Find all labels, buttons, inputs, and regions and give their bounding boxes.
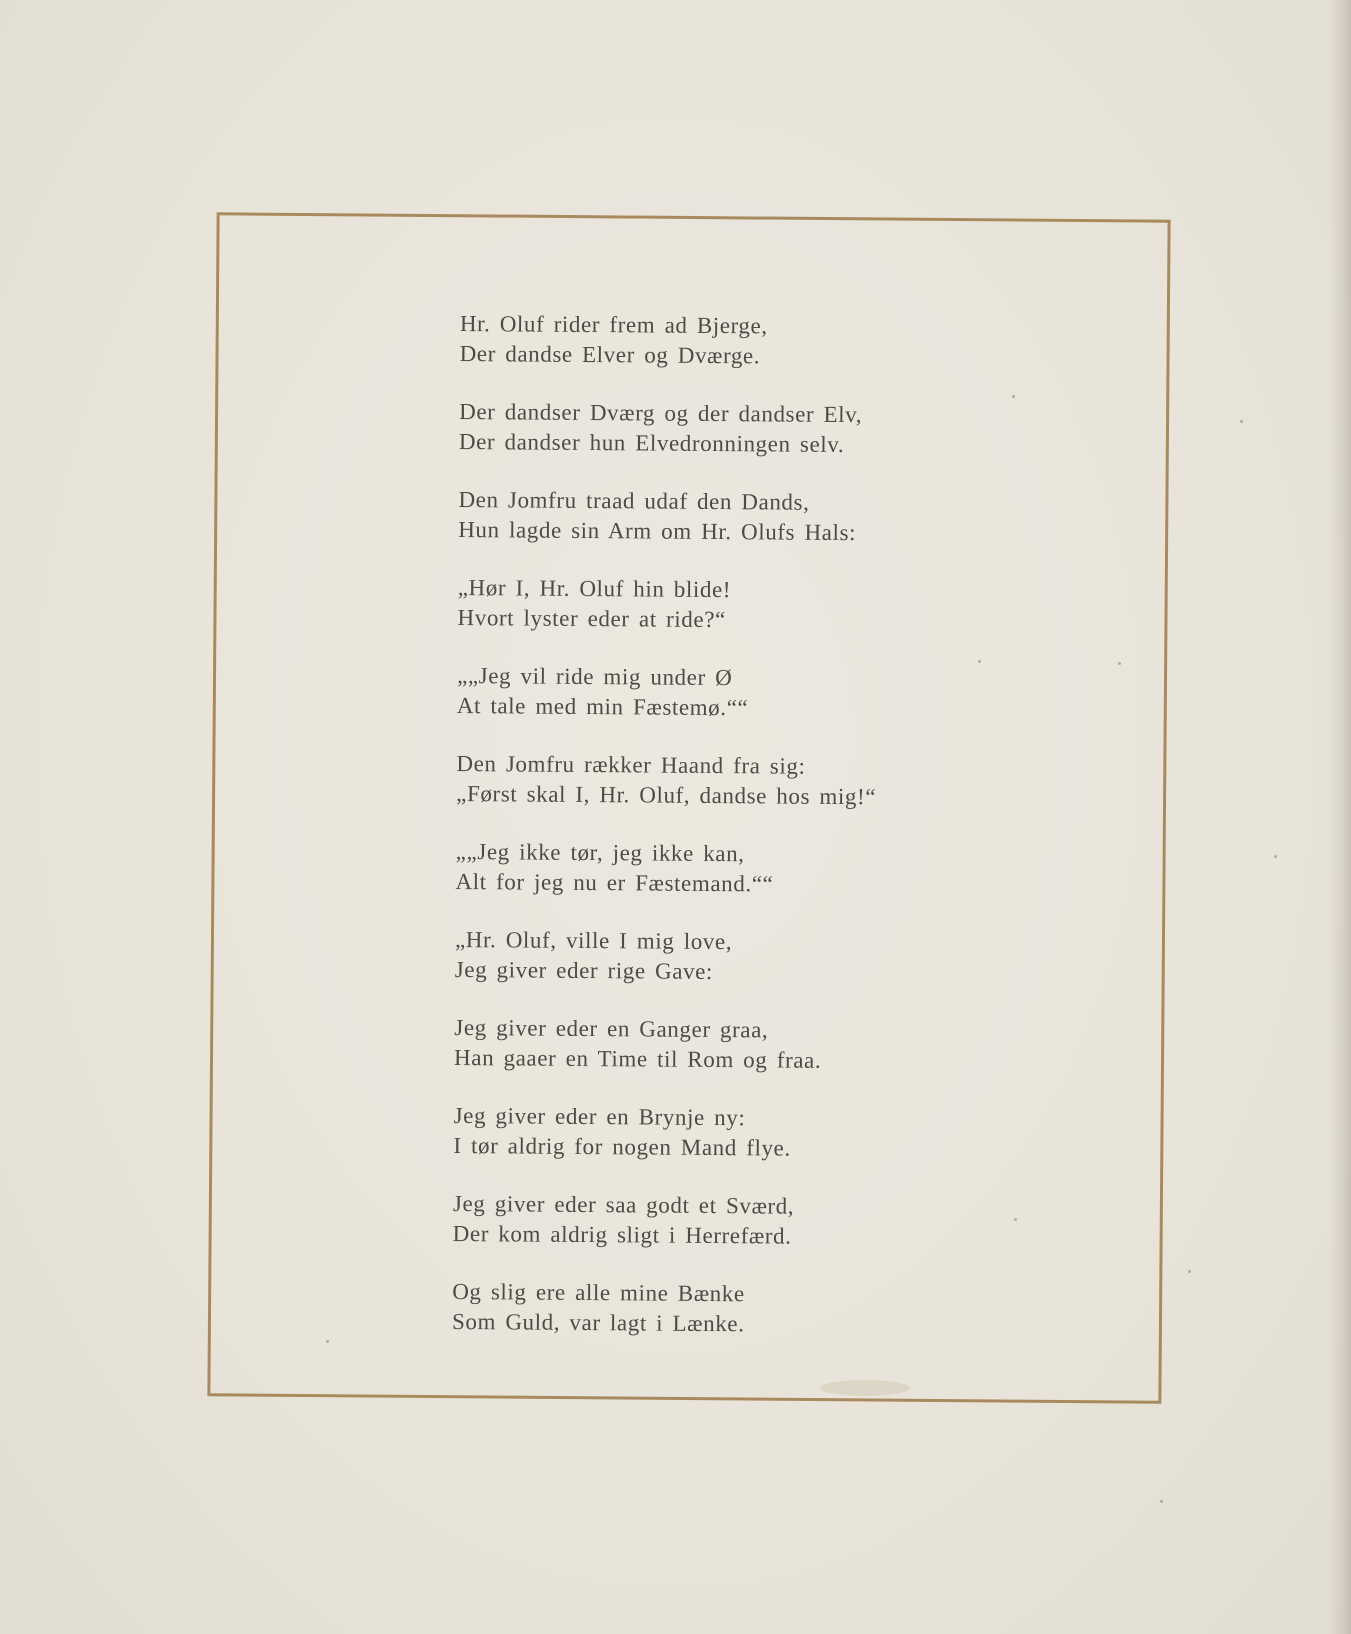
page-edge-shadow [1329,0,1351,1634]
paper-speck [1188,1270,1191,1273]
paper-speck [1240,420,1243,423]
poem-line: Hvort lyster eder at ride?“ [457,604,726,633]
stanza [455,925,1095,990]
paper-speck [1160,1500,1163,1503]
poem-line: „Hør I, Hr. Oluf hin blide! [457,574,732,603]
poem-line: Han gaaer en Time til Rom og fraa. [454,1044,822,1073]
stanza [453,1189,1093,1254]
poem-line: Og slig ere alle mine Bænke [452,1278,745,1307]
poem-line: Hun lagde sin Arm om Hr. Olufs Hals: [458,516,857,546]
poem-line: Hr. Oluf rider frem ad Bjerge, [459,310,768,339]
poem-line: Alt for jeg nu er Fæstemand.““ [455,868,774,897]
stanza [460,309,1100,374]
stanza [455,837,1095,902]
poem-line: Der kom aldrig sligt i Herrefærd. [452,1220,792,1249]
stanza [459,397,1099,462]
poem-line: „„Jeg vil ride mig under Ø [457,662,733,691]
stanza [456,749,1096,814]
stanza [457,573,1097,638]
stanza [453,1101,1093,1166]
poem-line: Som Guld, var lagt i Lænke. [451,1308,745,1337]
poem-line: Der dandser Dværg og der dandser Elv, [459,398,863,428]
poem-line: Jeg giver eder saa godt et Sværd, [452,1190,795,1219]
poem-line: Der dandser hun Elvedronningen selv. [458,428,845,458]
stanza [458,485,1098,550]
poem-line: Den Jomfru rækker Haand fra sig: [456,750,806,779]
stanza [452,1277,1092,1342]
poem-line: Der dandse Elver og Dværge. [459,340,761,369]
poem-line: „Først skal I, Hr. Oluf, dandse hos mig!“ [456,780,877,810]
stanza [454,1013,1094,1078]
poem-line: Jeg giver eder en Ganger graa, [454,1014,769,1043]
poem-line: „Hr. Oluf, ville I mig love, [454,926,733,955]
paper-speck [1274,855,1277,858]
poem-line: Jeg giver eder rige Gave: [454,956,714,985]
poem-line: At tale med min Fæstemø.““ [456,692,749,721]
poem-line: Jeg giver eder en Brynje ny: [453,1102,746,1131]
poem-line: Den Jomfru traad udaf den Dands, [458,486,810,515]
poem [452,309,1100,1370]
poem-line: „„Jeg ikke tør, jeg ikke kan, [455,838,745,867]
stanza [457,661,1097,726]
poem-line: I tør aldrig for nogen Mand flye. [453,1132,791,1161]
